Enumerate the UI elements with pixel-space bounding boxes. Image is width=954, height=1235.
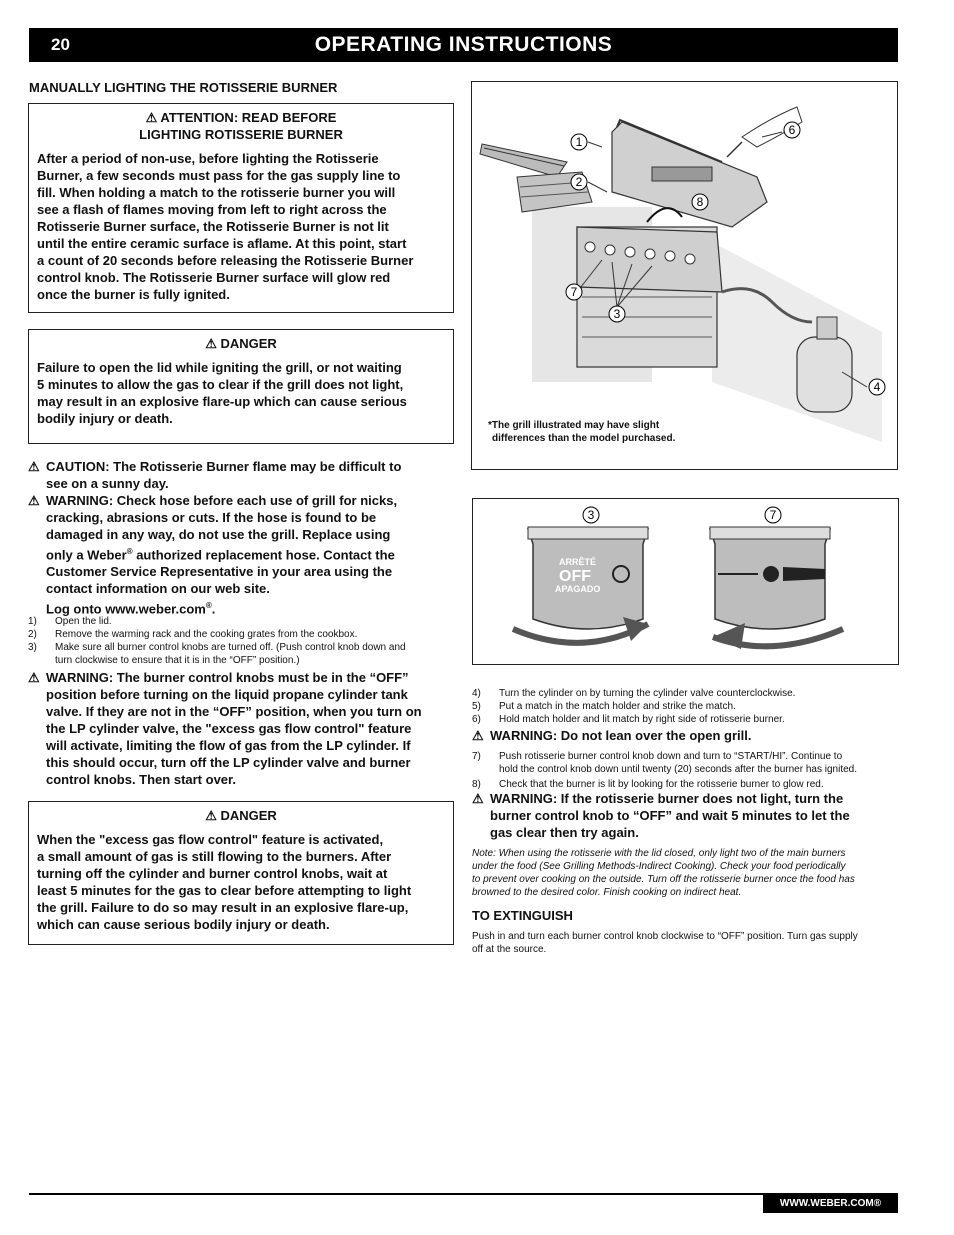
warning-line: burner control knob to “OFF” and wait 5 minutes to let the: [490, 808, 850, 823]
warning-line: Customer Service Representative in your area using the: [46, 564, 393, 580]
footer-url[interactable]: WWW.WEBER.COM®: [763, 1195, 898, 1213]
warning-triangle-icon: ⚠: [28, 670, 40, 685]
svg-text:7: 7: [570, 285, 578, 299]
steps-list-left: [28, 615, 458, 667]
danger-line: turning off the cylinder and burner control knobs, wait at: [37, 866, 388, 881]
attention-line: control knob. The Rotisserie Burner surface will glow red: [37, 270, 391, 285]
warning-knobs-paragraph: [28, 669, 476, 788]
danger-line: which can cause serious bodily injury or death.: [37, 917, 330, 932]
list-item: 5) Put a match in the match holder and strike the match.: [472, 701, 736, 712]
warning-triangle-icon: ⚠: [28, 493, 40, 508]
ignite-icon: [763, 566, 779, 582]
page-number: 20: [51, 35, 70, 54]
warning-triangle-icon: ⚠: [205, 336, 217, 351]
attention-line: After a period of non-use, before lighting the Rotisserie: [37, 151, 379, 166]
svg-text:4: 4: [873, 380, 881, 394]
knob-illustration: [472, 498, 899, 665]
attention-box: [28, 103, 454, 313]
list-item: 3) Make sure all burner control knobs are turned off. (Push control knob down and turn clockwise to ensure that it is in the “OFF” position.): [28, 642, 406, 666]
warning-triangle-icon: ⚠: [145, 110, 158, 125]
rotisserie-note: Note: When using the rotisserie with the lid closed, only light two of the main burners under the food (See Grilling Methods-Indirect Cooking). Check your food periodically to prevent over cooking on the outside. Turn off the rotisserie burner once the food has browned to the desired color. Finish cooking on indirect heat.: [472, 848, 855, 898]
knob-start: [710, 527, 843, 649]
attention-line: Rotisserie Burner surface, the Rotisserie Burner is not lit: [37, 219, 389, 234]
svg-text:7: 7: [769, 508, 777, 522]
callout-8: [692, 194, 708, 210]
svg-text:3: 3: [613, 307, 621, 321]
warning-line: gas clear then try again.: [490, 825, 639, 840]
callout-3: [583, 507, 599, 523]
steps-list-right-b: [472, 750, 898, 791]
grill-illustration: [471, 81, 898, 470]
attention-line: see a flash of flames moving from left to right across the: [37, 202, 387, 217]
section-title: MANUALLY LIGHTING THE ROTISSERIE BURNER: [29, 80, 338, 95]
propane-tank: [797, 337, 852, 412]
danger-line: When the "excess gas flow control" feature is activated,: [37, 832, 384, 847]
attention-line: once the burner is fully ignited.: [37, 287, 230, 302]
extinguish-title: TO EXTINGUISH: [472, 908, 573, 923]
callout-4: [869, 379, 885, 395]
list-item: 4) Turn the cylinder on by turning the cylinder valve counterclockwise.: [472, 688, 796, 699]
danger-line: may result in an explosive flare-up which can cause serious: [37, 394, 407, 409]
warning-line: will activate, limiting the flow of gas from the LP cylinder. If: [46, 738, 411, 753]
callout-6: [784, 122, 800, 138]
list-item: 8) Check that the burner is lit by looking for the rotisserie burner to glow red.: [472, 779, 824, 790]
danger-box-2: [28, 801, 454, 945]
warning-hose-paragraph: [28, 492, 476, 618]
svg-text:2: 2: [575, 175, 583, 189]
svg-text:6: 6: [788, 123, 796, 137]
danger-line: 5 minutes to allow the gas to clear if the grill does not light,: [37, 377, 404, 392]
danger-line: Failure to open the lid while igniting the grill, or not waiting: [37, 360, 402, 375]
caution-line: CAUTION: The Rotisserie Burner flame may be difficult to: [46, 459, 402, 474]
svg-text:3: 3: [587, 508, 595, 522]
warming-rack: [480, 144, 567, 177]
warning-line: cracking, abrasions or cuts. If the hose is found to be: [46, 510, 377, 525]
danger-title: ⚠ DANGER: [205, 336, 277, 351]
warning-notlight-paragraph: [472, 790, 916, 841]
callout-7: [765, 507, 781, 523]
extinguish-body: Push in and turn each burner control knob clockwise to “OFF” position. Turn gas supply off at the source.: [472, 931, 858, 955]
list-item: 1) Open the lid.: [28, 616, 112, 627]
danger-line: a small amount of gas is still flowing to the burners. After: [37, 849, 392, 864]
warning-triangle-icon: ⚠: [205, 808, 217, 823]
svg-text:1: 1: [575, 135, 583, 149]
list-item: 7) Push rotisserie burner control knob down and turn to “START/HI”. Continue to hold the control knob down until twenty (20) seconds after the burner has ignited.: [472, 751, 857, 775]
svg-text:8: 8: [696, 195, 704, 209]
warning-triangle-icon: ⚠: [472, 728, 484, 743]
warning-lean-paragraph: ⚠ WARNING: Do not lean over the open grill.: [472, 728, 752, 743]
danger-body: [37, 831, 445, 933]
warning-triangle-icon: ⚠: [28, 459, 40, 474]
attention-title: ⚠ ATTENTION: READ BEFORE: [145, 110, 337, 125]
attention-body: [37, 150, 445, 303]
knob-off: [513, 527, 648, 643]
callout-3: [609, 306, 625, 322]
page-title: OPERATING INSTRUCTIONS: [314, 33, 613, 56]
knob-label-arrete: ARRÊTÉ: [559, 557, 597, 567]
list-item: 2) Remove the warming rack and the cooking grates from the cookbox.: [28, 629, 358, 640]
attention-line: a count of 20 seconds before releasing the Rotisserie Burner: [37, 253, 414, 268]
caution-line: see on a sunny day.: [46, 476, 169, 491]
knob-label-apagado: APAGADO: [555, 584, 601, 594]
attention-title-line2: LIGHTING ROTISSERIE BURNER: [139, 127, 343, 142]
rotisserie-burner: [652, 167, 712, 181]
control-panel: [577, 227, 722, 292]
warning-line: position before turning on the liquid propane cylinder tank: [46, 687, 408, 702]
illustration-note: *The grill illustrated may have slight differences than the model purchased.: [488, 420, 676, 444]
warning-line: the LP cylinder valve, the "excess gas flow control" feature: [46, 721, 412, 736]
warning-line: contact information on our web site.: [46, 581, 270, 597]
attention-line: Burner, a few seconds must pass for the gas supply line to: [37, 168, 401, 183]
warning-line: WARNING: Check hose before each use of grill for nicks,: [46, 493, 398, 508]
callout-2: [571, 174, 587, 190]
danger-line: the grill. Failure to do so may result in an explosive flare-up,: [37, 900, 409, 915]
steps-list-right-a: [472, 687, 898, 726]
warning-line: valve. If they are not in the “OFF” position, when you turn on: [46, 704, 422, 719]
grill-drawing: [472, 82, 896, 468]
callout-7: [566, 284, 582, 300]
counter-panel: [712, 242, 882, 442]
weber-link[interactable]: Log onto www.weber.com®.: [46, 601, 216, 617]
danger-line: bodily injury or death.: [37, 411, 173, 426]
attention-line: fill. When holding a match to the rotisserie burner you will: [37, 185, 396, 200]
knob-label-off: OFF: [559, 568, 591, 585]
danger-box-1: [28, 329, 454, 444]
warning-line: WARNING: If the rotisserie burner does not light, turn the: [490, 791, 844, 806]
warning-line: control knobs. Then start over.: [46, 772, 236, 787]
list-item: 6) Hold match holder and lit match by right side of rotisserie burner.: [472, 714, 785, 725]
callout-1: [571, 134, 587, 150]
warning-triangle-icon: ⚠: [472, 791, 484, 806]
warning-line: only a Weber® authorized replacement hose. Contact the: [46, 547, 395, 563]
caution-paragraph: [28, 458, 476, 492]
knob-drawing: [473, 499, 897, 663]
danger-title: ⚠ DANGER: [205, 808, 277, 823]
danger-line: least 5 minutes for the gas to clear before attempting to light: [37, 883, 412, 898]
warning-line: this should occur, turn off the LP cylinder valve and burner: [46, 755, 411, 770]
attention-line: until the entire ceramic surface is aflame. At this point, start: [37, 236, 407, 251]
danger-body: [37, 359, 445, 427]
warning-line: WARNING: The burner control knobs must be in the “OFF”: [46, 670, 409, 685]
warning-line: damaged in any way, do not use the grill. Replace using: [46, 527, 391, 542]
page-header: [29, 28, 898, 62]
